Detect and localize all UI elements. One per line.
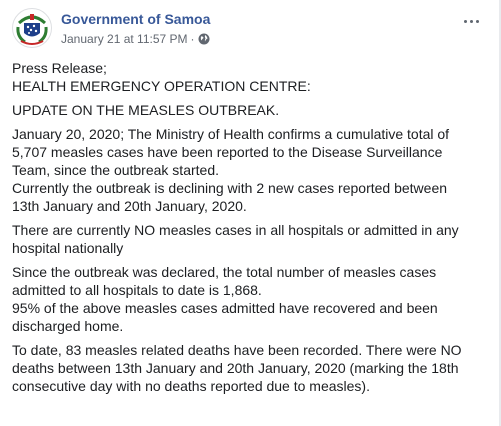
text-line: 5,707 measles cases have been reported to the Disease Surveillance: [12, 144, 443, 160]
text-line: Press Release;: [12, 60, 107, 76]
meta-separator: ·: [190, 32, 195, 46]
text-line: admitted to all hospitals to date is 1,868.: [12, 282, 262, 298]
page-avatar[interactable]: [12, 8, 52, 48]
text-line: To date, 83 measles related deaths have been recorded. There were NO: [12, 342, 462, 358]
paragraph-press-release: [12, 59, 492, 95]
post-header: [12, 8, 492, 52]
page-name-link[interactable]: Government of Samoa: [61, 11, 211, 27]
text-line: Team, since the outbreak started.: [12, 162, 219, 178]
text-line: discharged home.: [12, 318, 124, 334]
paragraph-hospital-status: [12, 221, 492, 257]
text-line: Since the outbreak was declared, the total number of measles cases: [12, 264, 437, 280]
text-line: consecutive day with no deaths reported due to measles).: [12, 378, 370, 394]
globe-icon[interactable]: [198, 33, 210, 45]
paragraph-deaths: [12, 341, 492, 395]
paragraph-update-title: [12, 101, 492, 119]
text-line: January 20, 2020; The Ministry of Health confirms a cumulative total of: [12, 126, 450, 142]
paragraph-cumulative-cases: [12, 125, 492, 215]
text-line: 95% of the above measles cases admitted have recovered and been: [12, 300, 438, 316]
text-line: 13th January and 20th January, 2020.: [12, 198, 247, 214]
text-line: UPDATE ON THE MEASLES OUTBREAK.: [12, 102, 280, 118]
paragraph-admissions: [12, 263, 492, 335]
text-line: hospital nationally: [12, 240, 124, 256]
post-timestamp[interactable]: January 21 at 11:57 PM: [61, 32, 188, 46]
text-line: There are currently NO measles cases in all hospitals or admitted in any: [12, 222, 459, 238]
post-meta: [61, 32, 210, 46]
more-options-icon[interactable]: [460, 14, 482, 28]
samoa-coat-of-arms-logo: [13, 9, 51, 47]
text-line: deaths between 13th January and 20th January, 2020 (marking the 18th: [12, 360, 459, 376]
text-line: HEALTH EMERGENCY OPERATION CENTRE:: [12, 78, 311, 94]
text-line: Currently the outbreak is declining with 2 new cases reported between: [12, 180, 448, 196]
post-body: [12, 59, 492, 401]
